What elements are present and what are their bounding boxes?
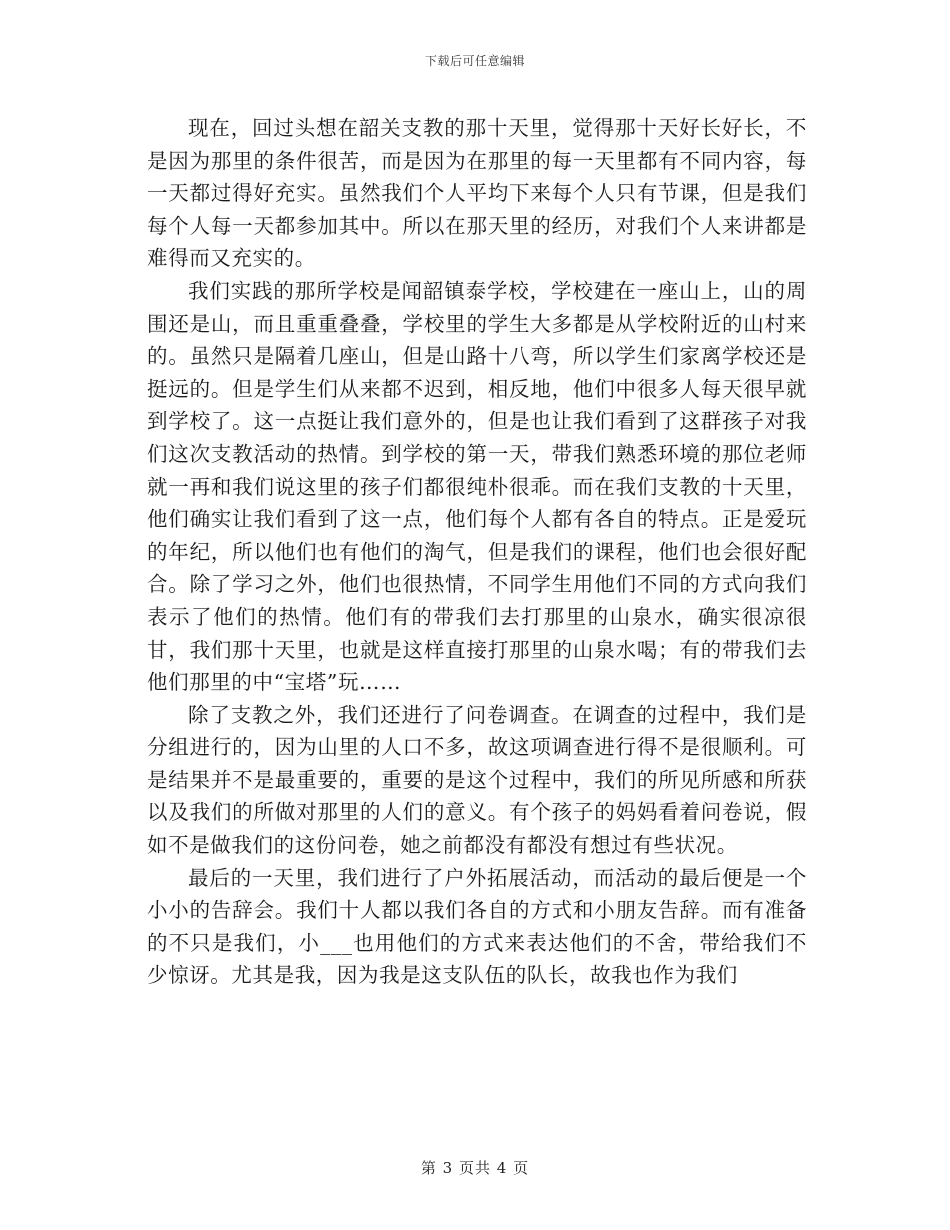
page-header: 下载后可任意编辑	[424, 54, 525, 68]
paragraph-3: 除了支教之外，我们还进行了问卷调查。在调查的过程中，我们是分组进行的，因为山里的人口不多，故这项调查进行得不是很顺利。可是结果并不是最重要的，重要的是这个过程中，我们的所见所感和所获以及我们的所做对那里的人们的意义。有个孩子的妈妈看着问卷说，假如不是做我们的这份问卷，她之前都没有都没有想过有些状况。	[147, 702, 807, 858]
page-footer: 第 3 页共 4 页	[420, 1159, 530, 1177]
body-text	[147, 112, 807, 992]
paragraph-1: 现在，回过头想在韶关支教的那十天里，觉得那十天好长好长，不是因为那里的条件很苦，而是因为在那里的每一天里都有不同内容，每一天都过得好充实。虽然我们个人平均下来每个人只有节课，但是我们每个人每一天都参加其中。所以在那天里的经历，对我们个人来讲都是难得而又充实的。	[147, 116, 807, 271]
paragraph-4: 最后的一天里，我们进行了户外拓展活动，而活动的最后便是一个小小的告辞会。我们十人都以我们各自的方式和小朋友告辞。而有准备的不只是我们，小___也用他们的方式来表达他们的不舍，带给我们不少惊讶。尤其是我，因为我是这支队伍的队长，故我也作为我们	[147, 865, 807, 988]
paragraph-2: 我们实践的那所学校是闻韶镇泰学校，学校建在一座山上，山的周围还是山，而且重重叠叠，学校里的学生大多都是从学校附近的山村来的。虽然只是隔着几座山，但是山路十八弯，所以学生们家离学校还是挺远的。但是学生们从来都不迟到，相反地，他们中很多人每天很早就到学校了。这一点挺让我们意外的，但是也让我们看到了这群孩子对我们这次支教活动的热情。到学校的第一天，带我们熟悉环境的那位老师就一再和我们说这里的孩子们都很纯朴很乖。而在我们支教的十天里，他们确实让我们看到了这一点，他们每个人都有各自的特点。正是爱玩的年纪，所以他们也有他们的淘气，但是我们的课程，他们也会很好配合。除了学习之外，他们也很热情，不同学生用他们不同的方式向我们表示了他们的热情。他们有的带我们去打那里的山泉水，确实很凉很甘，我们那十天里，也就是这样直接打那里的山泉水喝；有的带我们去他们那里的中“宝塔”玩……	[147, 278, 807, 695]
